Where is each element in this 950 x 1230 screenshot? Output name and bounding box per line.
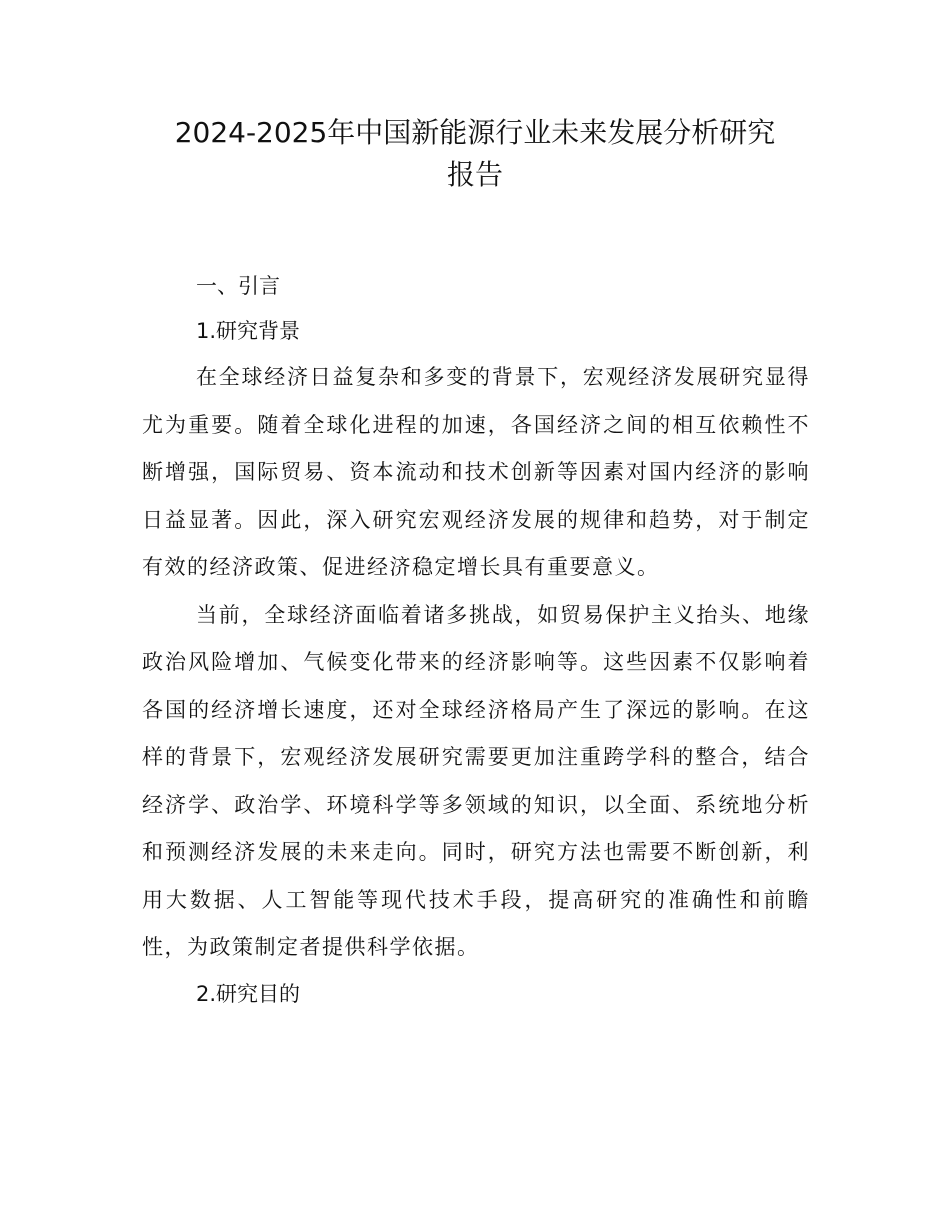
subsection-heading-purpose: 2.研究目的: [196, 981, 301, 1006]
document-title-line1: 2024-2025年中国新能源行业未来发展分析研究: [174, 116, 776, 149]
document-title-line2: 报告: [446, 158, 503, 191]
subsection-heading-background: 1.研究背景: [196, 319, 301, 343]
section-heading-introduction: 一、引言: [196, 274, 280, 298]
paragraph-background-1: 在全球经济日益复杂和多变的背景下，宏观经济发展研究显得尤为重要。随着全球化进程的加速，各国经济之间的相互依赖性不断增强，国际贸易、资本流动和技术创新等因素对国内经济的影响日益显著。因此，深入研究宏观经济发展的规律和趋势，对于制定有效的经济政策、促进经济稳定增长具有重要意义。: [142, 365, 810, 579]
document-title: [120, 112, 830, 196]
document-body: [142, 264, 810, 1017]
paragraph-background-2: 当前，全球经济面临着诸多挑战，如贸易保护主义抬头、地缘政治风险增加、气候变化带来的经济影响等。这些因素不仅影响着各国的经济增长速度，还对全球经济格局产生了深远的影响。在这样的背景下，宏观经济发展研究需要更加注重跨学科的整合，结合经济学、政治学、环境科学等多领域的知识，以全面、系统地分析和预测经济发展的未来走向。同时，研究方法也需要不断创新，利用大数据、人工智能等现代技术手段，提高研究的准确性和前瞻性，为政策制定者提供科学依据。: [142, 602, 810, 959]
